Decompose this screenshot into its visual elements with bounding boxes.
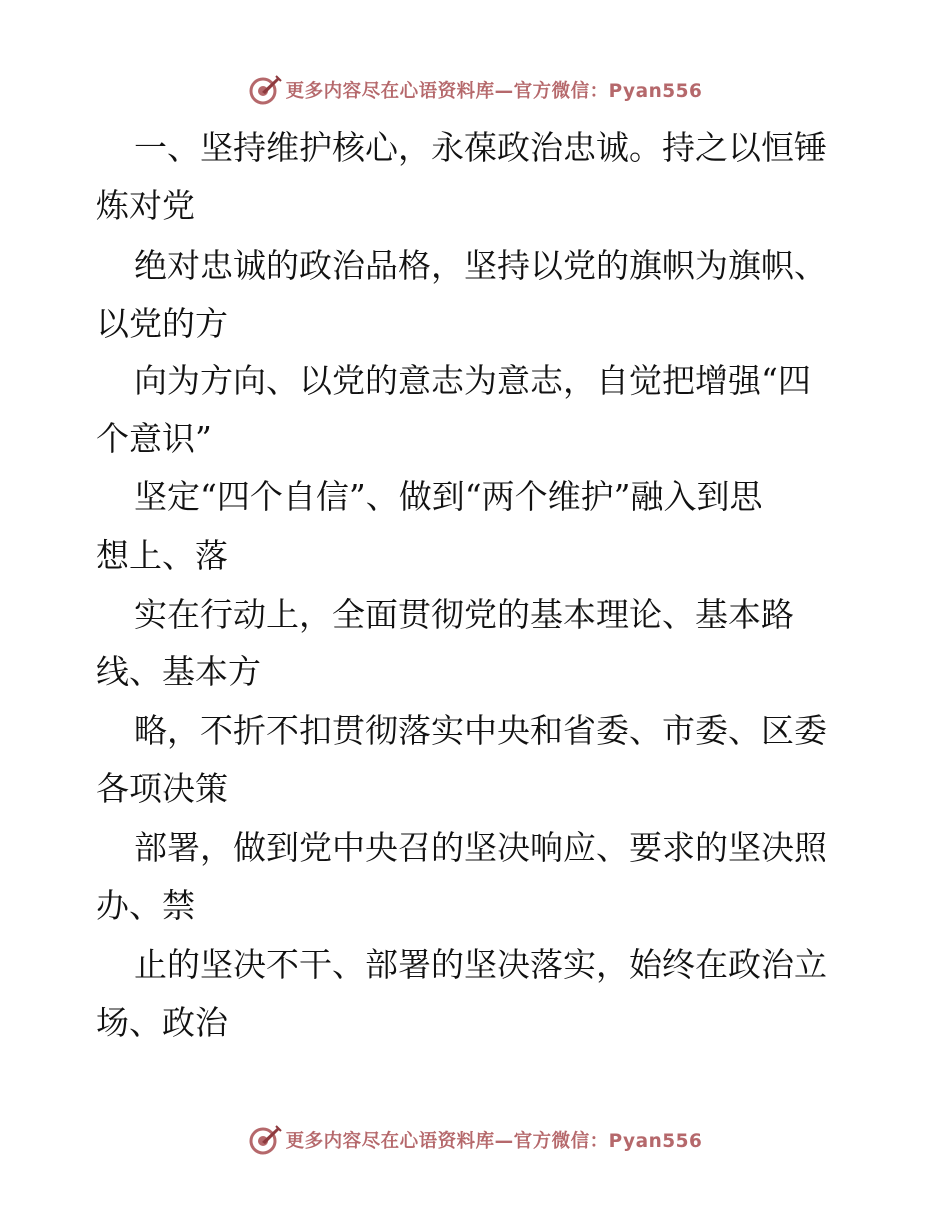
body-line: 略，不折不扣贯彻落实中央和省委、市委、区委 xyxy=(134,711,827,750)
body-line: 部署，做到党中央召的坚决响应、要求的坚决照 xyxy=(134,828,827,867)
pen-logo-icon xyxy=(248,1123,282,1157)
body-line: 线、基本方 xyxy=(96,652,261,691)
footer-banner-text: 更多内容尽在心语资料库—官方微信：Pyan556 xyxy=(285,1131,703,1152)
body-line: 个意识” xyxy=(96,419,212,458)
body-line: 一、坚持维护核心，永葆政治忠诚。持之以恒锤 xyxy=(134,128,827,167)
body-line: 以党的方 xyxy=(96,304,228,343)
body-line: 实在行动上，全面贯彻党的基本理论、基本路 xyxy=(134,595,794,634)
body-line: 绝对忠诚的政治品格，坚持以党的旗帜为旗帜、 xyxy=(134,246,827,285)
body-line: 场、政治 xyxy=(96,1003,228,1042)
body-line: 炼对党 xyxy=(96,186,195,225)
body-line: 坚定“四个自信”、做到“两个维护”融入到思 xyxy=(134,477,763,516)
footer-banner xyxy=(0,1118,950,1162)
body-line: 办、禁 xyxy=(96,886,195,925)
header-banner-text: 更多内容尽在心语资料库—官方微信：Pyan556 xyxy=(285,81,703,102)
body-line: 想上、落 xyxy=(96,536,228,575)
body-line: 各项决策 xyxy=(96,769,228,808)
body-line: 止的坚决不干、部署的坚决落实，始终在政治立 xyxy=(134,945,827,984)
body-line: 向为方向、以党的意志为意志，自觉把增强“四 xyxy=(134,361,811,400)
